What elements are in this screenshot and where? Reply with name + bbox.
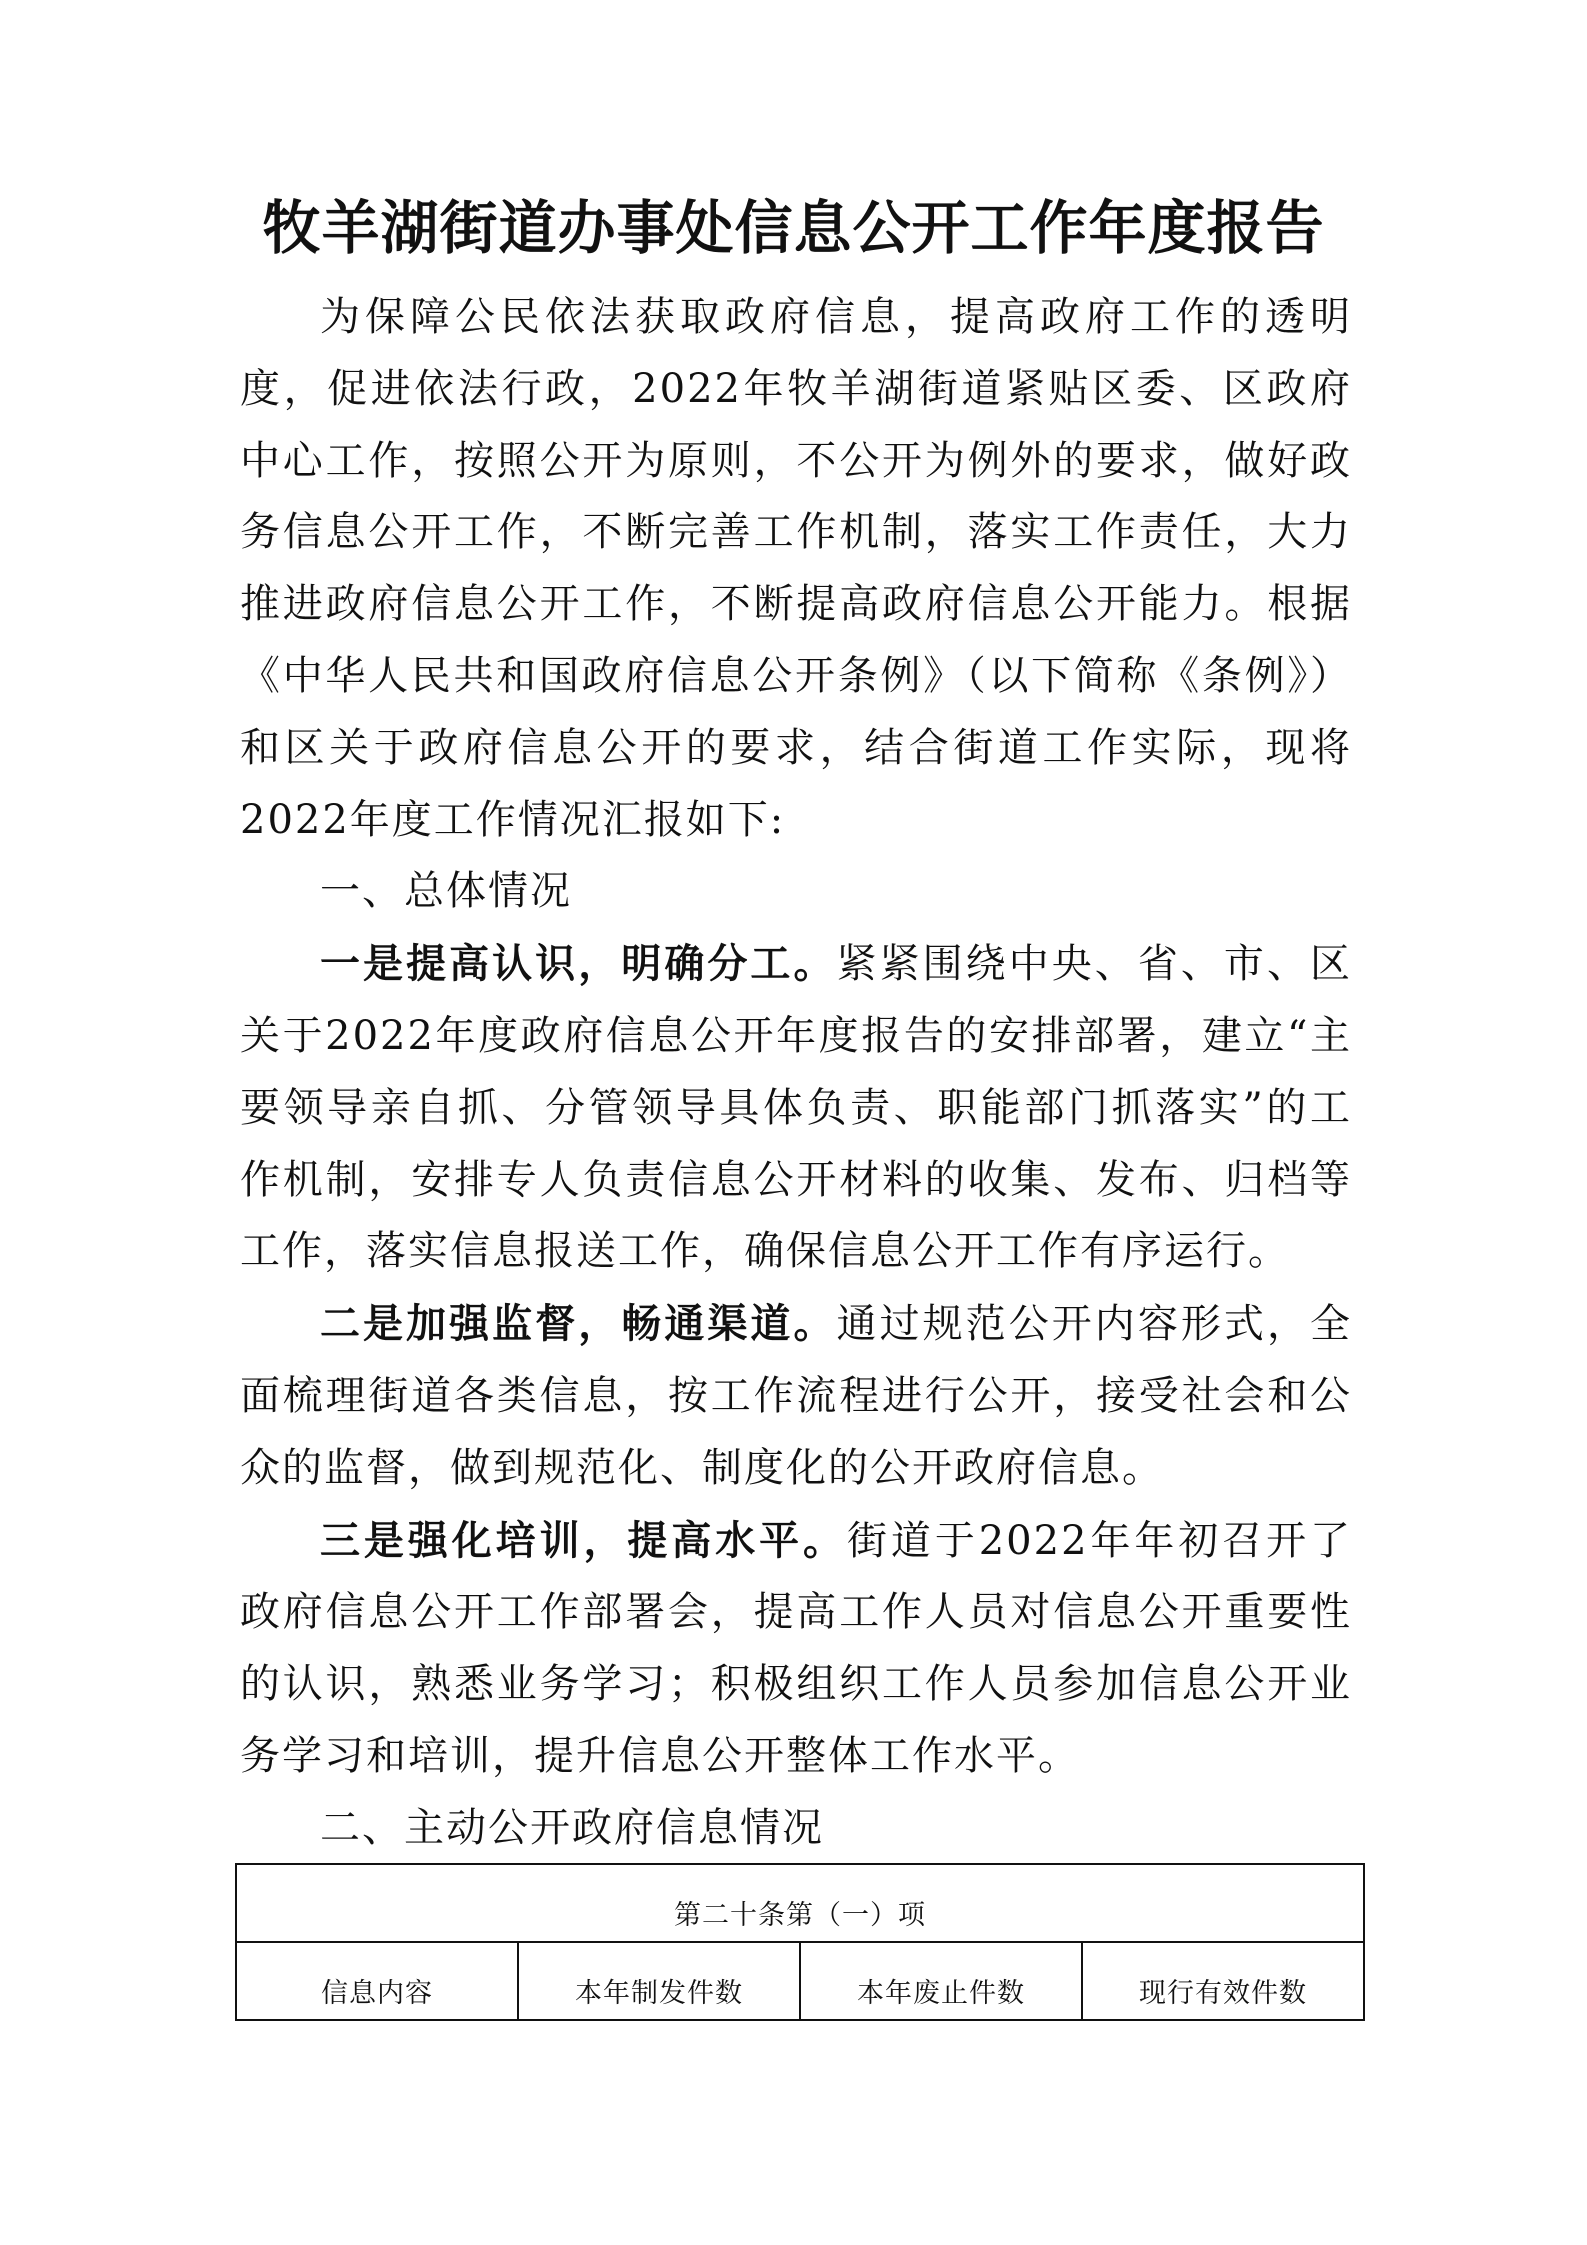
table-header-cell: 第二十条第（一）项: [236, 1864, 1364, 1942]
section1-item-1: [240, 928, 1352, 1288]
table-row: [236, 1942, 1364, 2020]
table-column-header: 信息内容: [236, 1942, 518, 2020]
section1-item-3: [240, 1505, 1352, 1793]
section1-item-2: [240, 1288, 1352, 1504]
item-text: 街道于2022年年初召开了政府信息公开工作部署会，提高工作人员对信息公开重要性的认识，熟悉业务学习；积极组织工作人员参加信息公开业务学习和培训，提升信息公开整体工作水平。: [240, 1517, 1353, 1779]
section-heading-1: 一、总体情况: [320, 868, 572, 915]
table-column-header: 本年制发件数: [518, 1942, 800, 2020]
table-header-row: [236, 1864, 1364, 1942]
section-heading-2: 二、主动公开政府信息情况: [320, 1804, 824, 1851]
item-lead: 一是提高认识，明确分工。: [320, 940, 837, 988]
table-column-header: 本年废止件数: [800, 1942, 1082, 2020]
intro-paragraph: 为保障公民依法获取政府信息，提高政府工作的透明度，促进依法行政，2022年牧羊湖街道紧贴区委、区政府中心工作，按照公开为原则，不公开为例外的要求，做好政务信息公开工作，不断完善工作机制，落实工作责任，大力推进政府信息公开工作，不断提高政府信息公开能力。根据《中华人民共和国政府信息公开条例》（以下简称《条例》）和区关于政府信息公开的要求，结合街道工作实际，现将2022年度工作情况汇报如下:: [240, 294, 1352, 843]
table-column-header: 现行有效件数: [1082, 1942, 1364, 2020]
item-text: 紧紧围绕中央、省、市、区关于2022年度政府信息公开年度报告的安排部署，建立“主要领导亲自抓、分管领导具体负责、职能部门抓落实”的工作机制，安排专人负责信息公开材料的收集、发布、归档等工作，落实信息报送工作，确保信息公开工作有序运行。: [240, 941, 1353, 1275]
item-lead: 二是加强监督，畅通渠道。: [320, 1300, 837, 1348]
document-body: [240, 282, 1352, 1865]
item-lead: 三是强化培训，提高水平。: [320, 1516, 847, 1564]
item-text: 通过规范公开内容形式，全面梳理街道各类信息，按工作流程进行公开，接受社会和公众的监督，做到规范化、制度化的公开政府信息。: [240, 1301, 1353, 1491]
info-table: [235, 1863, 1365, 2021]
document-title: 牧羊湖街道办事处信息公开工作年度报告: [262, 194, 1325, 262]
